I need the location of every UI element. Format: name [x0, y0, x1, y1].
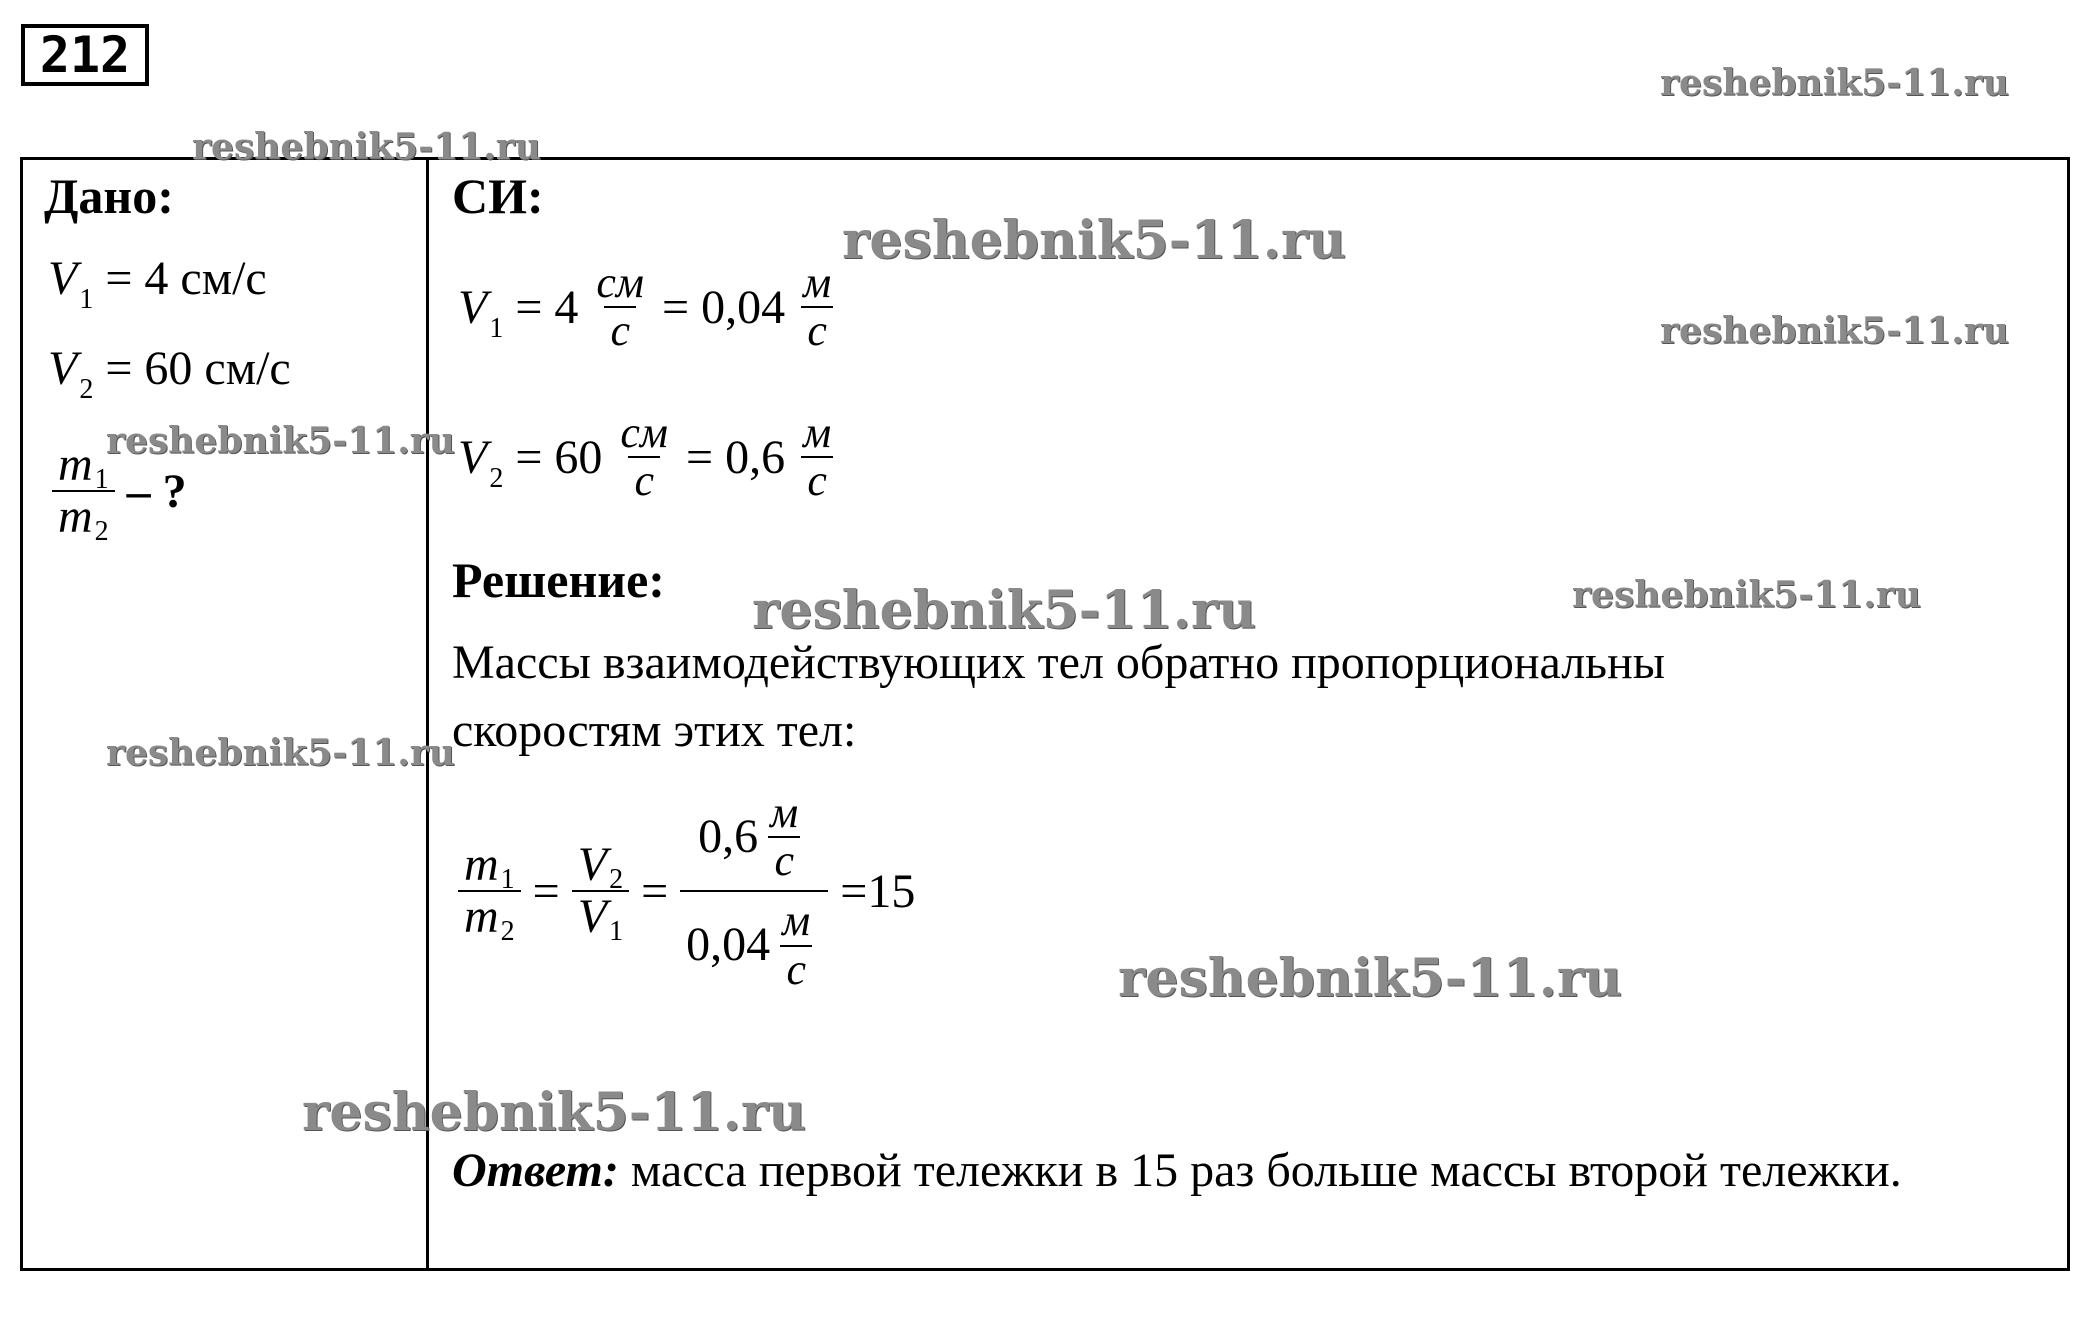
- watermark: reshebnik5-11.ru: [192, 126, 541, 168]
- solution-formula: $\frac{m1}{m2}$ = $\frac{V2}{V1}$ = 0,6 $\frac{м}{с}$ 0,04 $\frac{м}{с}$ =15: [452, 790, 921, 993]
- given-title: Дано:: [44, 168, 174, 224]
- given-find: $\frac{m1}{m2}$ – ?: [46, 440, 193, 543]
- watermark: reshebnik5-11.ru: [1660, 310, 2009, 352]
- answer: [452, 1138, 2082, 1204]
- watermark: reshebnik5-11.ru: [1118, 948, 1623, 1009]
- si-eq-v2: $V_2$ = 60 $\frac{см}{с}$ = 0,6 $\frac{м}{с}$: [458, 408, 832, 506]
- solution-title: Решение:: [452, 552, 665, 608]
- watermark: reshebnik5-11.ru: [842, 210, 1347, 271]
- answer-label: Ответ:: [452, 1144, 619, 1197]
- answer-text: масса первой тележки в 15 раз больше массы второй тележки.: [618, 1144, 1902, 1197]
- solution-text-line1: Массы взаимодействующих тел обратно пропорциональны: [452, 636, 1666, 689]
- problem-number: 212: [21, 24, 149, 86]
- given-v1: $V_1 = 4$ см/с: [48, 252, 267, 315]
- watermark: reshebnik5-11.ru: [106, 420, 455, 462]
- si-eq-v1: $V_1$ = 4 $\frac{см}{с}$ = 0,04 $\frac{м}{с}$: [458, 258, 832, 356]
- watermark: reshebnik5-11.ru: [302, 1082, 807, 1143]
- solution-text-line2: скоростям этих тел:: [452, 704, 857, 757]
- watermark: reshebnik5-11.ru: [1572, 574, 1921, 616]
- given-v2: $V_2 = 60$ см/с: [48, 342, 291, 405]
- watermark: reshebnik5-11.ru: [1660, 62, 2009, 104]
- watermark: reshebnik5-11.ru: [106, 732, 455, 774]
- watermark: reshebnik5-11.ru: [752, 580, 1257, 641]
- si-title: СИ:: [452, 168, 544, 224]
